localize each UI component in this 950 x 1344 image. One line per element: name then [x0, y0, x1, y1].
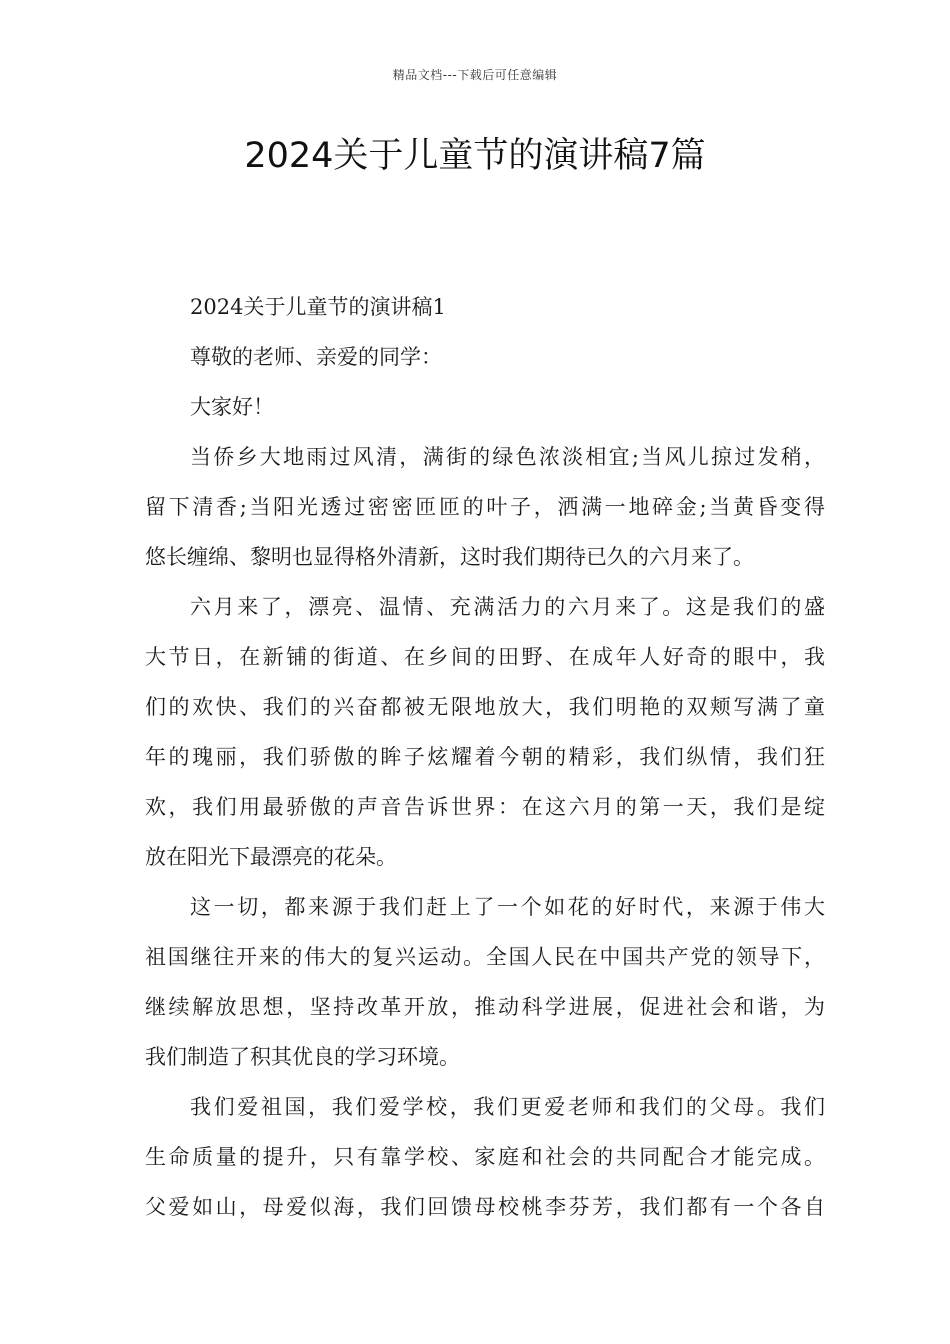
text-line: 这一切，都来源于我们赶上了一个如花的好时代，来源于伟大	[190, 895, 825, 919]
text-line: 六月来了，漂亮、温情、充满活力的六月来了。这是我们的盛	[190, 595, 825, 619]
text-line: 留下清香;当阳光透过密密匝匝的叶子，洒满一地碎金;当黄昏变得	[145, 495, 825, 519]
text-line: 我们爱祖国，我们爱学校，我们更爱老师和我们的父母。我们	[190, 1095, 825, 1119]
text-line: 欢，我们用最骄傲的声音告诉世界：在这六月的第一天，我们是绽	[145, 795, 825, 819]
document-title: 2024关于儿童节的演讲稿7篇	[244, 136, 706, 176]
text-line: 大节日，在新铺的街道、在乡间的田野、在成年人好奇的眼中，我	[145, 645, 825, 669]
text-line: 继续解放思想，坚持改革开放，推动科学进展，促进社会和谐，为	[145, 995, 825, 1019]
text-line: 悠长缠绵、黎明也显得格外清新，这时我们期待已久的六月来了。	[145, 545, 754, 569]
text-line: 父爱如山，母爱似海，我们回馈母校桃李芬芳，我们都有一个各自	[145, 1195, 825, 1219]
text-line: 大家好！	[190, 395, 274, 419]
text-line: 放在阳光下最漂亮的花朵。	[145, 845, 397, 869]
text-line: 祖国继往开来的伟大的复兴运动。全国人民在中国共产党的领导下，	[145, 945, 825, 969]
text-line: 当侨乡大地雨过风清，满街的绿色浓淡相宜;当风儿掠过发稍，	[190, 445, 825, 469]
text-line: 尊敬的老师、亲爱的同学：	[190, 345, 442, 369]
text-line: 年的瑰丽，我们骄傲的眸子炫耀着今朝的精彩，我们纵情，我们狂	[145, 745, 825, 769]
text-line: 我们制造了积其优良的学习环境。	[145, 1045, 460, 1069]
document-body	[145, 282, 825, 1232]
text-line: 2024关于儿童节的演讲稿1	[190, 295, 446, 319]
text-line: 生命质量的提升，只有靠学校、家庭和社会的共同配合才能完成。	[145, 1145, 825, 1169]
text-line: 们的欢快、我们的兴奋都被无限地放大，我们明艳的双颊写满了童	[145, 695, 825, 719]
page-header: 精品文档---下载后可任意编辑	[392, 68, 558, 82]
